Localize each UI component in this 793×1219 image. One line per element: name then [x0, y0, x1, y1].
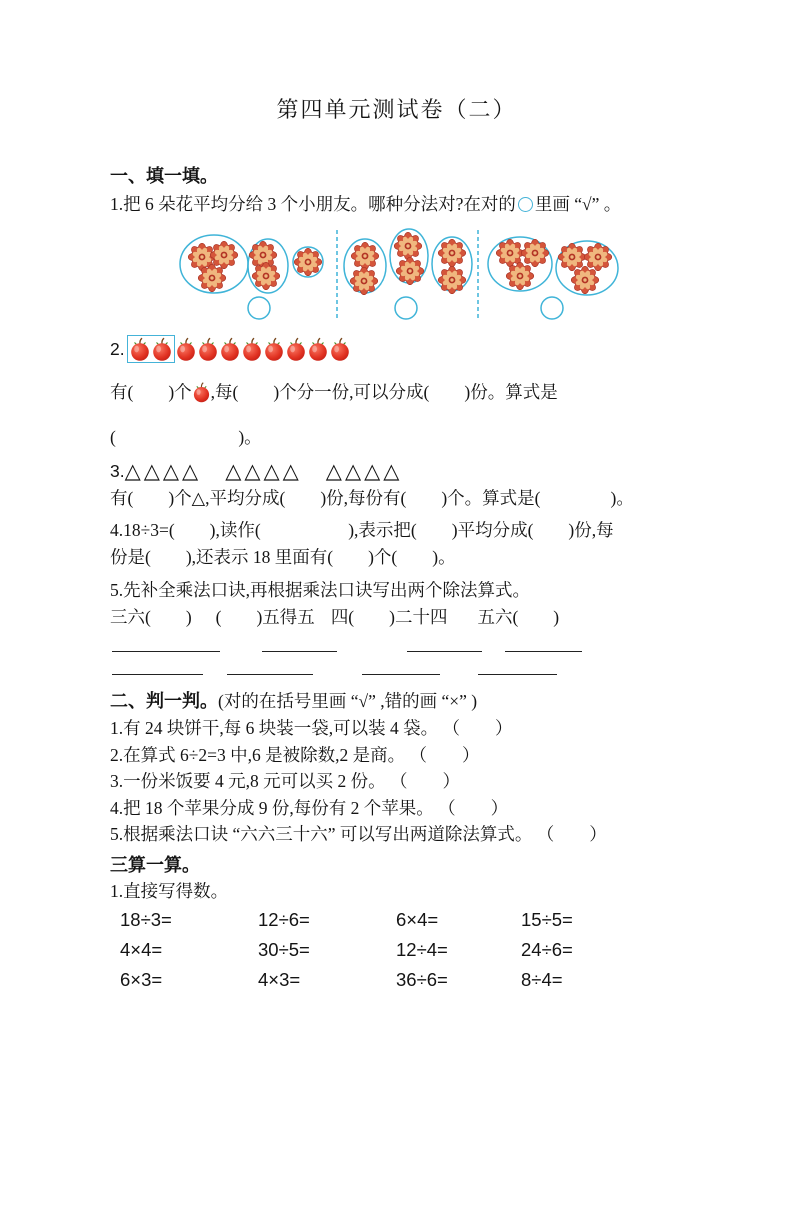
section1-heading: 一、填一填。 — [110, 166, 218, 186]
answer-blanks-row1 — [110, 635, 697, 653]
calc-cell: 18÷3= — [120, 908, 172, 930]
answer-blank — [262, 635, 337, 652]
apple-icon — [219, 336, 241, 362]
calc-cell: 15÷5= — [521, 908, 573, 930]
answer-blank — [505, 635, 582, 652]
calc-cell: 12÷6= — [258, 908, 310, 930]
calc-grid — [110, 905, 697, 995]
judge-item-1: 1.有 24 块饼干,每 6 块装一袋,可以装 4 袋。 （ ） — [110, 718, 513, 738]
apple-icon — [192, 381, 211, 403]
apple-icon — [129, 336, 151, 362]
apple-icon — [263, 336, 285, 362]
section3-heading: 三算一算。 — [110, 854, 200, 875]
question-1 — [110, 191, 697, 218]
triangle-icons: △△△△ △△△△ △△△△ — [124, 459, 403, 483]
worksheet-page — [0, 97, 793, 1219]
calc-cell: 24÷6= — [521, 938, 573, 960]
calc-cell: 12÷4= — [396, 938, 448, 960]
answer-blank — [112, 635, 220, 652]
calc-cell: 6×4= — [396, 908, 439, 930]
answer-blank — [227, 658, 313, 675]
q2-fill-line — [110, 379, 697, 406]
apple-icon — [197, 336, 219, 362]
answer-blank — [407, 635, 482, 652]
q3-fill-line: 有( )个△,平均分成( )份,每份有( )个。算式是( )。 — [110, 488, 634, 508]
apple-icon — [285, 336, 307, 362]
q5-part-3: 四( )二十四 — [330, 607, 448, 627]
flower-grouping-figure — [165, 228, 650, 325]
apple-icon — [175, 336, 197, 362]
flower-icons — [188, 232, 611, 294]
section2-heading-rest: (对的在括号里画 “√” ,错的画 “×” ) — [218, 691, 478, 711]
apple-icon — [241, 336, 263, 362]
calc-cell: 30÷5= — [258, 938, 310, 960]
section3-subheading: 1.直接写得数。 — [110, 880, 229, 901]
question-2-apple-row — [110, 333, 697, 365]
answer-blank — [362, 658, 440, 675]
judge-item-3: 3.一份米饭要 4 元,8 元可以买 2 份。 （ ） — [110, 771, 460, 791]
judge-item-2: 2.在算式 6÷2=3 中,6 是被除数,2 是商。 （ ） — [110, 744, 480, 765]
circle-marker-icon — [518, 197, 533, 212]
answer-blanks-row2 — [110, 658, 697, 676]
calc-cell: 4×4= — [120, 938, 163, 960]
section2-heading-bold: 二、判一判。 — [110, 691, 218, 711]
q1-text-after: 里画 “√” 。 — [534, 194, 622, 214]
apple-icon — [329, 336, 351, 362]
question-3-triangles — [110, 458, 697, 485]
calc-cell: 4×3= — [258, 968, 301, 990]
apple-icon — [151, 336, 173, 362]
q2-text-a: 有( )个 — [110, 382, 192, 402]
section2-heading — [110, 688, 697, 715]
q5-part-4: 五六( ) — [477, 607, 560, 627]
q2-answer-line: ( )。 — [110, 427, 262, 447]
q5-formula-line — [110, 604, 697, 631]
apple-group-box — [127, 335, 175, 363]
question-4-line1: 4.18÷3=( ),读作( ),表示把( )平均分成( )份,每 — [110, 520, 614, 540]
judge-item-4: 4.把 18 个苹果分成 9 份,每份有 2 个苹果。 （ ） — [110, 797, 509, 818]
worksheet-content — [0, 163, 793, 995]
calc-cell: 36÷6= — [396, 968, 448, 990]
calc-cell: 8÷4= — [521, 968, 563, 990]
apple-row-rest — [175, 336, 351, 362]
q5-part-1: 三六( ) — [110, 607, 192, 627]
judge-item-5: 5.根据乘法口诀 “六六三十六” 可以写出两道除法算式。 （ ） — [110, 824, 607, 844]
q5-part-2: ( )五得五 — [215, 607, 315, 627]
calc-cell: 6×3= — [120, 968, 163, 990]
answer-blank — [478, 658, 557, 675]
question-4-line2: 份是( ),还表示 18 里面有( )个( )。 — [110, 547, 456, 567]
check-circle-1 — [248, 297, 270, 319]
q2-number: 2. — [110, 338, 125, 359]
answer-blank — [112, 658, 203, 675]
question-5-text: 5.先补全乘法口诀,再根据乘法口诀写出两个除法算式。 — [110, 580, 530, 600]
apple-icon — [307, 336, 329, 362]
check-circle-3 — [541, 297, 563, 319]
page-title: 第四单元测试卷（二） — [276, 97, 517, 122]
q2-text-b: ,每( )个分一份,可以分成( )份。算式是 — [210, 382, 558, 402]
q3-number: 3. — [110, 461, 125, 481]
check-circle-2 — [395, 297, 417, 319]
q1-text-before: 1.把 6 朵花平均分给 3 个小朋友。哪种分法对?在对的 — [110, 194, 516, 214]
